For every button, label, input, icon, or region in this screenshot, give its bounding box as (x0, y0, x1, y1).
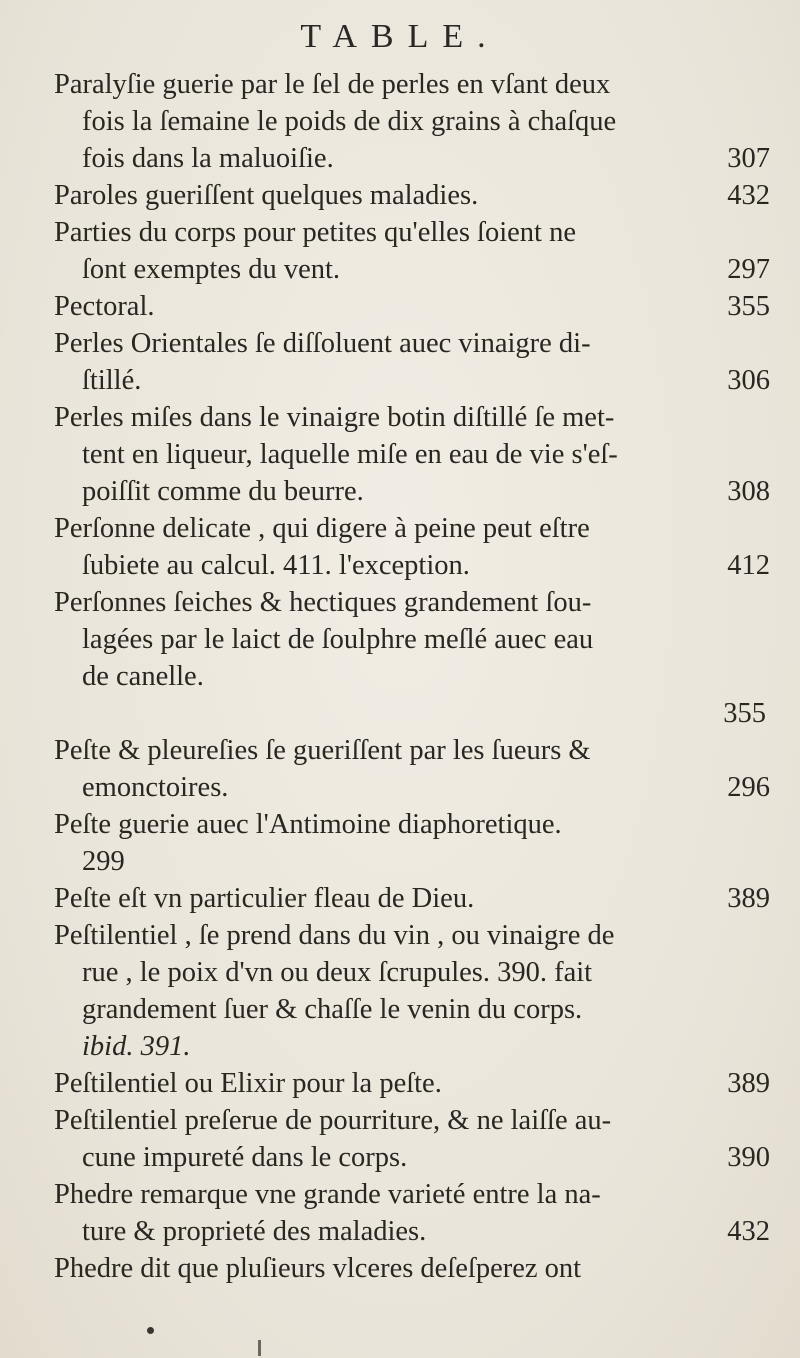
index-entry (54, 1176, 774, 1250)
entry-line: ture & proprieté des maladies. (82, 1216, 427, 1247)
index-entry (54, 325, 774, 399)
entry-line: Peſtilentiel , ſe prend dans du vin , ou vinaigre de (54, 920, 615, 951)
ink-mark (258, 1340, 261, 1356)
index-entry (54, 917, 774, 1065)
entry-line: emonctoires. (82, 772, 229, 803)
index-entry (54, 1065, 774, 1102)
entry-line: ſubiete au calcul. 411. l'exception. (82, 550, 470, 581)
page-number: 390 (727, 1142, 770, 1173)
index-entry (54, 510, 774, 584)
entry-line: de canelle. (82, 661, 204, 692)
index-entry (54, 584, 774, 732)
page-number: 432 (727, 1216, 770, 1247)
entry-line: tent en liqueur, laquelle miſe en eau de vie s'eſ- (82, 439, 618, 470)
index-entry (54, 806, 774, 880)
page-number: 412 (727, 550, 770, 581)
entry-line: Perles miſes dans le vinaigre botin diſtillé ſe met- (54, 402, 615, 433)
entry-line: cune impureté dans le corps. (82, 1142, 408, 1173)
ink-dot (147, 1327, 154, 1334)
entry-line: Perles Orientales ſe diſſoluent auec vinaigre di- (54, 328, 591, 359)
page-number: 389 (727, 883, 770, 914)
entry-line: Pectoral. (54, 291, 155, 322)
entry-line: Parties du corps pour petites qu'elles ſoient ne (54, 217, 576, 248)
entry-line: ſtillé. (82, 365, 142, 396)
entry-line: Peſte eſt vn particulier fleau de Dieu. (54, 883, 475, 914)
entry-line: grandement ſuer & chaſſe le venin du corps. (82, 994, 583, 1025)
entry-line: Peſte guerie auec l'Antimoine diaphoretique. (54, 809, 562, 840)
page-number: 296 (727, 772, 770, 803)
index-entry (54, 66, 774, 177)
page-number: 432 (727, 180, 770, 211)
index-entry (54, 1102, 774, 1176)
page-number: 307 (727, 143, 770, 174)
ibid-reference: ibid. 391. (82, 1031, 191, 1062)
entry-line: Perſonne delicate , qui digere à peine peut eſtre (54, 513, 590, 544)
index-entry (54, 288, 774, 325)
entry-line: Paroles gueriſſent quelques maladies. (54, 180, 479, 211)
entry-line: Peſtilentiel preſerue de pourriture, & ne laiſſe au- (54, 1105, 612, 1136)
entry-line: fois la ſemaine le poids de dix grains à chaſque (82, 106, 617, 137)
entry-line: ſont exemptes du vent. (82, 254, 341, 285)
entry-line: Phedre remarque vne grande varieté entre la na- (54, 1179, 601, 1210)
page-number: 306 (727, 365, 770, 396)
entry-line: rue , le poix d'vn ou deux ſcrupules. 390. fait (82, 957, 593, 988)
page-number: 355 (727, 291, 770, 322)
page-number: 299 (82, 846, 125, 877)
index-entry (54, 214, 774, 288)
page-number: 308 (727, 476, 770, 507)
entry-line: poiſſit comme du beurre. (82, 476, 364, 507)
page-number: 297 (727, 254, 770, 285)
index-entry (54, 399, 774, 510)
page-number: 389 (727, 1068, 770, 1099)
entry-line: fois dans la maluoiſie. (82, 143, 334, 174)
index-entry (54, 732, 774, 806)
entry-line: lagées par le laict de ſoulphre meſlé auec eau (82, 624, 594, 655)
page-header: TABLE. (300, 18, 500, 55)
index-entry (54, 880, 774, 917)
entry-line: Perſonnes ſeiches & hectiques grandement ſou- (54, 587, 592, 618)
page-number: 355 (723, 698, 766, 729)
entry-line: Peſtilentiel ou Elixir pour la peſte. (54, 1068, 442, 1099)
entry-line: Paralyſie guerie par le ſel de perles en vſant deux (54, 69, 611, 100)
entry-line: Phedre dit que pluſieurs vlceres deſeſperez ont (54, 1253, 582, 1284)
entry-line: Peſte & pleureſies ſe gueriſſent par les ſueurs & (54, 735, 591, 766)
index-entries (54, 66, 774, 1287)
index-entry (54, 177, 774, 214)
index-entry (54, 1250, 774, 1287)
